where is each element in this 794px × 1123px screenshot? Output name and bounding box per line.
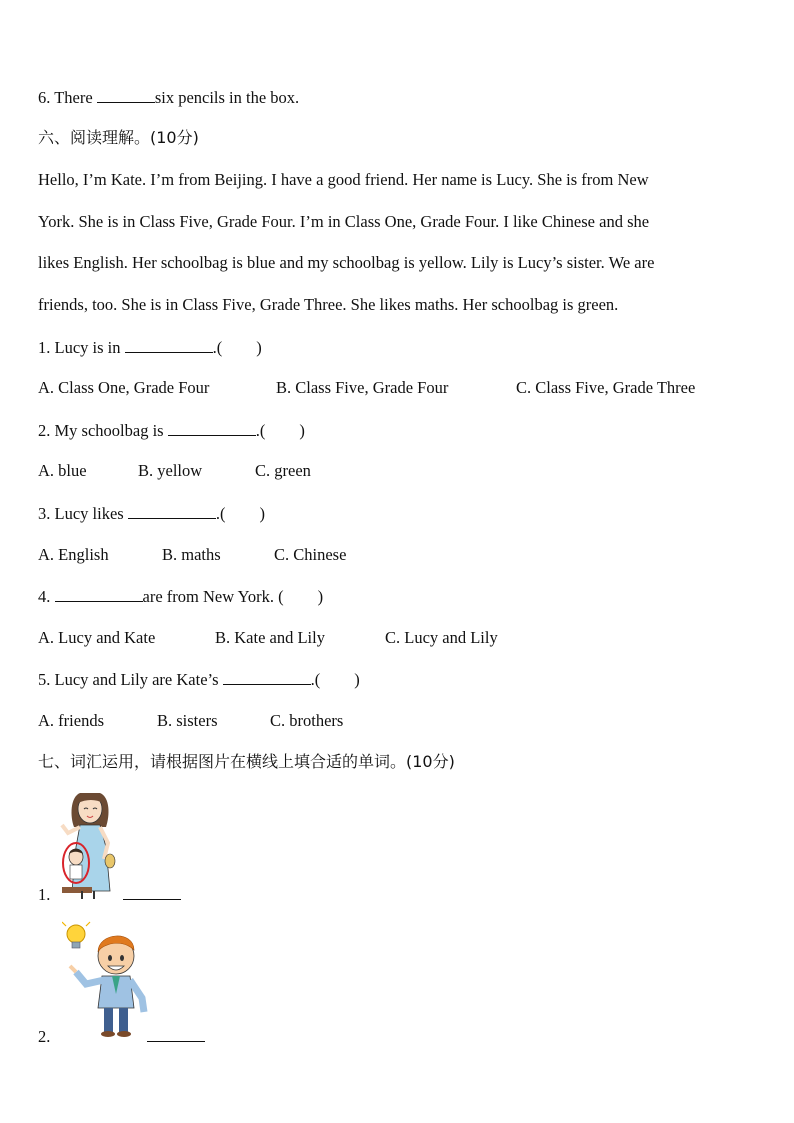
option-b[interactable]: B. sisters	[157, 711, 218, 730]
option-b[interactable]: B. maths	[162, 545, 221, 564]
question-tail: are from New York. (	[142, 587, 284, 606]
vocab-item-2	[38, 1026, 205, 1047]
passage-line: friends, too. She is in Class Five, Grade Three. She likes maths. Her schoolbag is green.	[38, 295, 619, 314]
question-tail: .(	[212, 338, 223, 357]
close-paren: )	[299, 421, 305, 440]
question-3	[38, 503, 265, 524]
passage-line: likes English. Her schoolbag is blue and my schoolbag is yellow. Lily is Lucy’s sister. We are	[38, 253, 655, 272]
close-paren: )	[259, 504, 265, 523]
option-b[interactable]: B. Kate and Lily	[215, 628, 325, 647]
option-c[interactable]: C. Class Five, Grade Three	[516, 378, 696, 397]
option-b[interactable]: B. Class Five, Grade Four	[276, 378, 449, 397]
answer-blank[interactable]	[55, 586, 143, 602]
option-c[interactable]: C. Lucy and Lily	[385, 628, 498, 647]
question-4	[38, 586, 323, 607]
passage-line: York. She is in Class Five, Grade Four. I’m in Class One, Grade Four. I like Chinese and she	[38, 212, 650, 231]
question-stem: 1. Lucy is in	[38, 338, 121, 357]
question-6-prefix: 6. There	[38, 88, 93, 107]
item-number: 2.	[38, 1027, 51, 1046]
question-5	[38, 669, 360, 690]
option-b[interactable]: B. yellow	[138, 461, 203, 480]
question-stem: 5. Lucy and Lily are Kate’s	[38, 670, 219, 689]
vocab-item-1	[38, 884, 181, 905]
close-paren: )	[317, 587, 324, 606]
option-c[interactable]: C. brothers	[270, 711, 344, 730]
passage-line: Hello, I’m Kate. I’m from Beijing. I have a good friend. Her name is Lucy. She is from New	[38, 170, 649, 189]
teacher-and-child-illustration	[58, 787, 122, 899]
answer-blank[interactable]	[147, 1026, 205, 1042]
lightbulb-icon	[62, 920, 90, 948]
answer-blank[interactable]	[168, 420, 256, 436]
answer-blank[interactable]	[223, 669, 311, 685]
section-7-title: 七、词汇运用，请根据图片在横线上填合适的单词。(10分)	[38, 752, 455, 771]
question-tail: .(	[215, 504, 226, 523]
question-stem: 3. Lucy likes	[38, 504, 124, 523]
question-tail: .(	[310, 670, 321, 689]
option-c[interactable]: C. green	[255, 461, 311, 480]
option-c[interactable]: C. Chinese	[274, 545, 347, 564]
answer-blank[interactable]	[123, 884, 181, 900]
item-number: 1.	[38, 885, 51, 904]
question-stem: 2. My schoolbag is	[38, 421, 164, 440]
question-2	[38, 420, 305, 441]
option-a[interactable]: A. English	[38, 545, 109, 564]
option-a[interactable]: A. friends	[38, 711, 104, 730]
question-stem: 4.	[38, 587, 51, 606]
answer-blank[interactable]	[125, 337, 213, 353]
option-a[interactable]: A. blue	[38, 461, 87, 480]
boy-with-idea-lightbulb-illustration	[62, 920, 150, 1040]
option-a[interactable]: A. Class One, Grade Four	[38, 378, 210, 397]
question-6-suffix: six pencils in the box.	[154, 88, 300, 107]
close-paren: )	[354, 670, 360, 689]
answer-blank[interactable]	[128, 503, 216, 519]
option-a[interactable]: A. Lucy and Kate	[38, 628, 156, 647]
question-tail: .(	[255, 421, 266, 440]
close-paren: )	[256, 338, 262, 357]
answer-blank[interactable]	[97, 87, 155, 103]
section-6-title: 六、阅读理解。(10分)	[38, 128, 199, 147]
question-1	[38, 337, 262, 358]
question-6	[38, 87, 299, 108]
